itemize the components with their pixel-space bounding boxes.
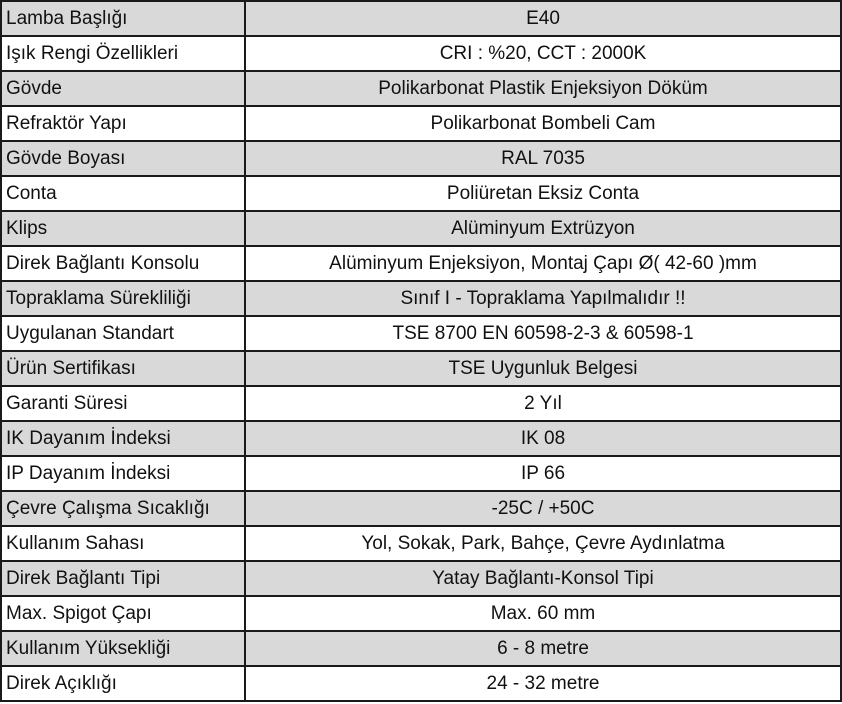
row-value: Yatay Bağlantı-Konsol Tipi bbox=[245, 561, 841, 596]
row-value: Polikarbonat Bombeli Cam bbox=[245, 106, 841, 141]
table-row bbox=[1, 666, 841, 701]
row-value: Alüminyum Enjeksiyon, Montaj Çapı Ø( 42-60 )mm bbox=[245, 246, 841, 281]
row-label: Uygulanan Standart bbox=[1, 316, 245, 351]
row-label: Garanti Süresi bbox=[1, 386, 245, 421]
row-label: Direk Bağlantı Tipi bbox=[1, 561, 245, 596]
row-value: E40 bbox=[245, 1, 841, 36]
table-row bbox=[1, 316, 841, 351]
row-value: Alüminyum Extrüzyon bbox=[245, 211, 841, 246]
row-value: 6 - 8 metre bbox=[245, 631, 841, 666]
table-row bbox=[1, 176, 841, 211]
row-value: -25C / +50C bbox=[245, 491, 841, 526]
table-row bbox=[1, 351, 841, 386]
row-label: Refraktör Yapı bbox=[1, 106, 245, 141]
row-label: IP Dayanım İndeksi bbox=[1, 456, 245, 491]
row-label: Conta bbox=[1, 176, 245, 211]
row-label: Çevre Çalışma Sıcaklığı bbox=[1, 491, 245, 526]
table-row bbox=[1, 386, 841, 421]
table-row bbox=[1, 246, 841, 281]
table-row bbox=[1, 561, 841, 596]
table-row bbox=[1, 1, 841, 36]
table-row bbox=[1, 211, 841, 246]
row-value: RAL 7035 bbox=[245, 141, 841, 176]
row-value: CRI : %20, CCT : 2000K bbox=[245, 36, 841, 71]
table-row bbox=[1, 141, 841, 176]
row-label: Lamba Başlığı bbox=[1, 1, 245, 36]
row-label: IK Dayanım İndeksi bbox=[1, 421, 245, 456]
row-label: Kullanım Sahası bbox=[1, 526, 245, 561]
row-value: Sınıf I - Topraklama Yapılmalıdır !! bbox=[245, 281, 841, 316]
table-row bbox=[1, 526, 841, 561]
row-label: Direk Bağlantı Konsolu bbox=[1, 246, 245, 281]
row-label: Gövde Boyası bbox=[1, 141, 245, 176]
row-label: Direk Açıklığı bbox=[1, 666, 245, 701]
table-row bbox=[1, 281, 841, 316]
table-row bbox=[1, 491, 841, 526]
row-label: Işık Rengi Özellikleri bbox=[1, 36, 245, 71]
table-row bbox=[1, 71, 841, 106]
row-label: Ürün Sertifikası bbox=[1, 351, 245, 386]
row-value: TSE Uygunluk Belgesi bbox=[245, 351, 841, 386]
table-row bbox=[1, 456, 841, 491]
row-label: Klips bbox=[1, 211, 245, 246]
row-value: Yol, Sokak, Park, Bahçe, Çevre Aydınlatma bbox=[245, 526, 841, 561]
table-row bbox=[1, 596, 841, 631]
row-value: IP 66 bbox=[245, 456, 841, 491]
row-value: 24 - 32 metre bbox=[245, 666, 841, 701]
row-label: Kullanım Yüksekliği bbox=[1, 631, 245, 666]
row-value: IK 08 bbox=[245, 421, 841, 456]
row-value: Polikarbonat Plastik Enjeksiyon Döküm bbox=[245, 71, 841, 106]
table-row bbox=[1, 631, 841, 666]
row-value: 2 Yıl bbox=[245, 386, 841, 421]
table-row bbox=[1, 36, 841, 71]
row-label: Max. Spigot Çapı bbox=[1, 596, 245, 631]
row-value: Poliüretan Eksiz Conta bbox=[245, 176, 841, 211]
row-label: Topraklama Sürekliliği bbox=[1, 281, 245, 316]
row-value: TSE 8700 EN 60598-2-3 & 60598-1 bbox=[245, 316, 841, 351]
row-value: Max. 60 mm bbox=[245, 596, 841, 631]
row-label: Gövde bbox=[1, 71, 245, 106]
table-row bbox=[1, 421, 841, 456]
table-row bbox=[1, 106, 841, 141]
